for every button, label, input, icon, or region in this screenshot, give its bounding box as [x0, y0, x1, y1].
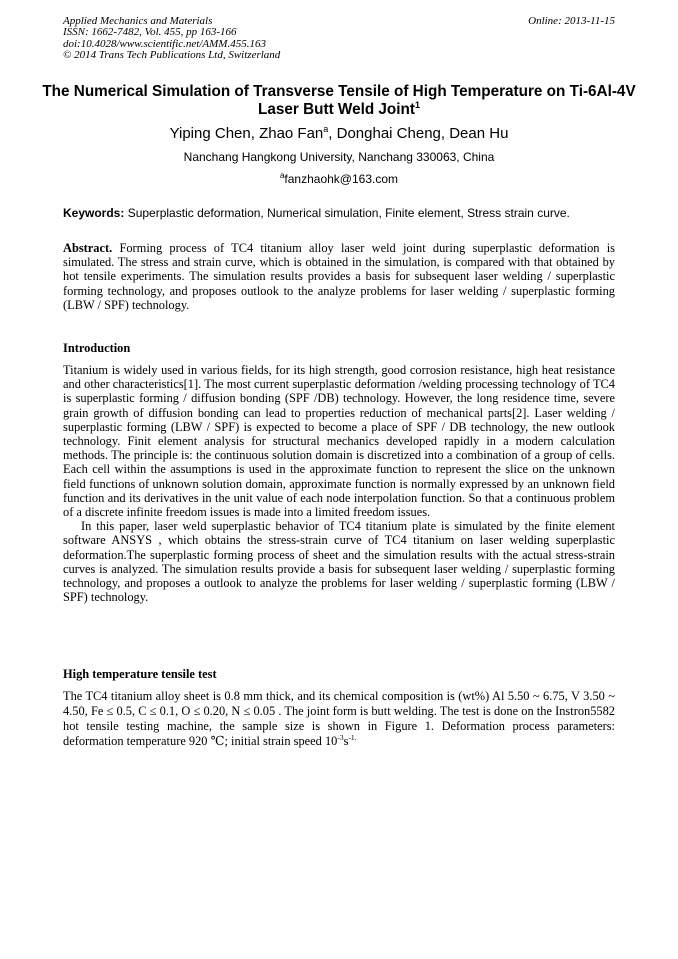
affiliation: Nanchang Hangkong University, Nanchang 330063, China — [183, 150, 495, 164]
tensile-test-paragraph — [63, 689, 615, 749]
authors-before: Yiping Chen, Zhao Fan — [169, 125, 324, 142]
strain-speed-exponent-2: -1. — [348, 733, 357, 742]
doi-line: doi:10.4028/www.scientific.net/AMM.455.163 — [63, 37, 266, 50]
abstract-label: Abstract. — [63, 241, 113, 255]
author-affil-mark: a — [323, 124, 329, 134]
title-footnote-mark: 1 — [414, 99, 420, 110]
keywords-label: Keywords: — [63, 206, 125, 220]
tensile-test-text: The TC4 titanium alloy sheet is 0.8 mm thick, and its chemical composition is (wt%) Al 5.50 ~ 6.75, V 3.50 ~ 4.50, Fe ≤ 0.5, C ≤ 0.1, O ≤ 0.20, N ≤ 0.05 . The joint form is butt welding. The test is done on the Instron5582 hot tensile testing machine, the sample size is shown in Figure 1. Deformation process parameters: deformation temperature 920 ℃; initial strain speed 10 — [63, 689, 615, 748]
section-heading-introduction: Introduction — [63, 341, 131, 355]
section-heading-tensile-test: High temperature tensile test — [63, 667, 217, 681]
journal-name: Applied Mechanics and Materials — [63, 15, 213, 27]
strain-speed-unit: s — [343, 734, 349, 748]
introduction-paragraph-2: In this paper, laser weld superplastic behavior of TC4 titanium plate is simulated by the finite element software ANSYS , which obtains the stress-strain curve of TC4 titanium on laser welding superplastic deformation.The superplastic forming process of sheet and the simulation results with the actual stress-strain curves is analyzed. The simulation results provide a basis for subsequent laser welding / superplastic forming technology, and proposes a outlook to analyze the problems for laser welding / superplastic forming (LBW / SPF) technology. — [63, 519, 615, 605]
strain-speed-exponent-1: -3 — [337, 733, 344, 742]
email-address: fanzhaohk@163.com — [284, 172, 399, 186]
authors-after: , Donghai Cheng, Dean Hu — [328, 125, 509, 142]
abstract-text: Forming process of TC4 titanium alloy laser weld joint during superplastic deformation is simulated. The stress and strain curve, which is obtained in the simulation, is compared with that obtained by hot tensile experiments. The simulation results provides a basis for subsequent laser welding / superplastic forming technology, and proposes outlook to the analyze problems for laser welding / superplastic forming (LBW / SPF) technology. — [63, 241, 615, 312]
author-list — [40, 125, 638, 143]
email-mark: a — [279, 171, 285, 180]
introduction-body — [63, 363, 615, 604]
abstract — [63, 241, 615, 312]
paper-title — [40, 83, 638, 118]
online-date: Online: 2013-11-15 — [528, 15, 615, 27]
email-line — [40, 172, 638, 186]
introduction-paragraph-1: Titanium is widely used in various fields, for its high strength, good corrosion resistance, high heat resistance and other characteristics[1]. The most current superplastic deformation /welding processing technology of TC4 is superplastic forming / diffusion bonding (SPF /DB) technology. However, the long residence time, severe grain growth of diffusion bonding can lead to properties reduction of mechanical parts[2]. Laser welding / superplastic forming (LBW / SPF) is expected to become a place of SPF / DB technology, the new outlook technology. Finit element analysis for structural mechanics developed rapidly in a modern calculation methods. The principle is: the continuous solution domain is discretized into a combination of a group of cells. Each cell within the assumptions is used in the approximate function to represent the slice on the unknown field functions of unknown solution domain, approximate function is normally expressed by an unknown field function and its derivatives in the unit value of each node interpolation function. So that a continuous problem of a discrete infinite freedom issues is made into a limited freedom issues. — [63, 363, 615, 520]
keywords — [63, 206, 615, 220]
issn-line: ISSN: 1662-7482, Vol. 455, pp 163-166 — [63, 26, 237, 39]
copyright-line: © 2014 Trans Tech Publications Ltd, Switzerland — [63, 49, 281, 62]
paper-title-text: The Numerical Simulation of Transverse Tensile of High Temperature on Ti-6Al-4V Laser Butt Weld Joint — [42, 83, 636, 118]
page-header — [63, 16, 615, 62]
keywords-text: Superplastic deformation, Numerical simulation, Finite element, Stress strain curve. — [124, 206, 570, 220]
